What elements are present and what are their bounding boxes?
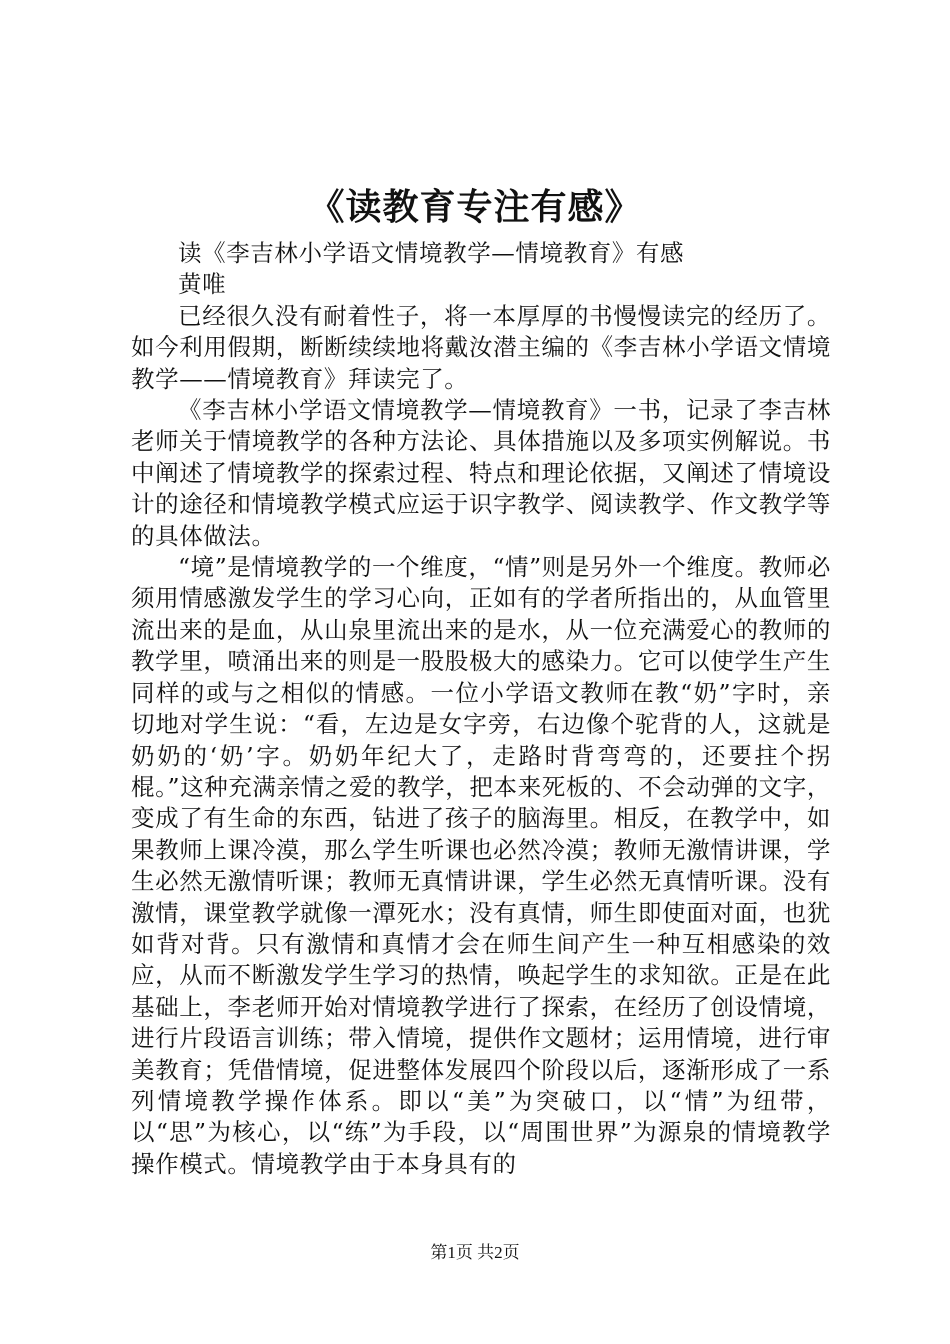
page-footer: 第1页 共2页 [430,1243,520,1262]
paragraph: “境”是情境教学的一个维度，“情”则是另外一个维度。教师必须用情感激发学生的学习心向，正如有的学者所指出的，从血管里流出来的是血，从山泉里流出来的是水，从一位充满爱心的教师的教学里，喷涌出来的则是一股股极大的感染力。它可以使学生产生同样的或与之相似的情感。一位小学语文教师在教“奶”字时，亲切地对学生说：“看，左边是女字旁，右边像个驼背的人，这就是奶奶的‘奶’字。奶奶年纪大了，走路时背弯弯的，还要拄个拐棍。”这种充满亲情之爱的教学，把本来死板的、不会动弹的文字，变成了有生命的东西，钻进了孩子的脑海里。相反，在教学中，如果教师上课冷漠，那么学生听课也必然冷漠；教师无激情讲课，学生必然无激情听课；教师无真情讲课，学生必然无真情听课。没有激情，课堂教学就像一潭死水；没有真情，师生即使面对面，也犹如背对背。只有激情和真情才会在师生间产生一种互相感染的效应，从而不断激发学生学习的热情，唤起学生的求知欲。正是在此基础上，李老师开始对情境教学进行了探索，在经历了创设情境，进行片段语言训练；带入情境，提供作文题材；运用情境，进行审美教育；凭借情境，促进整体发展四个阶段以后，逐渐形成了一系列情境教学操作体系。即以“美”为突破口，以“情”为纽带，以“思”为核心，以“练”为手段，以“周围世界”为源泉的情境教学操作模式。情境教学由于本身具有的 [131,553,831,1178]
page-title: 《读教育专注有感》 [308,186,642,228]
paragraph: 已经很久没有耐着性子，将一本厚厚的书慢慢读完的经历了。如今利用假期，断断续续地将戴汝潜主编的《李吉林小学语文情境教学——情境教育》拜读完了。 [131,301,831,393]
paragraph: 《李吉林小学语文情境教学—情境教育》一书，记录了李吉林老师关于情境教学的各种方法论、具体措施以及多项实例解说。书中阐述了情境教学的探索过程、特点和理论依据，又阐述了情境设计的途径和情境教学模式应运于识字教学、阅读教学、作文教学等的具体做法。 [131,396,831,550]
author: 黄唯 [178,270,227,299]
document-body [131,238,831,1180]
subtitle: 读《李吉林小学语文情境教学—情境教育》有感 [178,239,685,267]
